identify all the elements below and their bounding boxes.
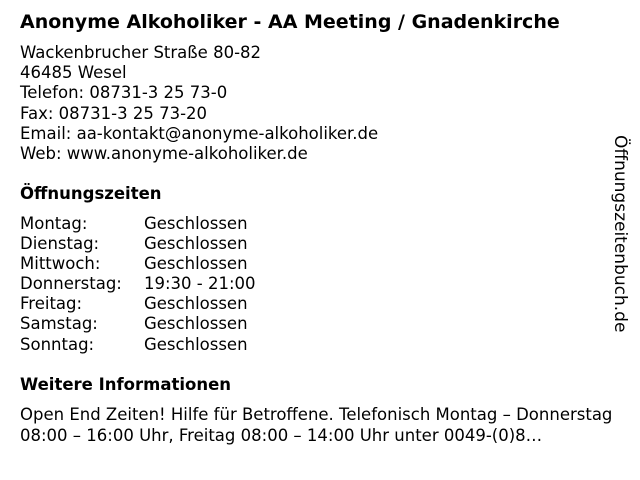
address-street: Wackenbrucher Straße 80-82 [20, 43, 262, 62]
page-title: Anonyme Alkoholiker - AA Meeting / Gnadenkirche [20, 11, 560, 33]
hours-row-friday [20, 294, 256, 314]
day-time: Geschlossen [144, 234, 248, 254]
opening-hours-table [20, 214, 256, 355]
day-label: Samstag: [20, 314, 98, 334]
day-label: Donnerstag: [20, 274, 122, 294]
hours-row-wednesday [20, 254, 256, 274]
day-time: Geschlossen [144, 334, 248, 354]
email-address[interactable]: Email: aa-kontakt@anonyme-alkoholiker.de [20, 123, 379, 143]
day-time: Geschlossen [144, 294, 248, 314]
address-city: 46485 Wesel [20, 63, 127, 83]
fax-number: Fax: 08731-3 25 73-20 [20, 103, 208, 123]
hours-row-thursday [20, 274, 256, 294]
day-time: Geschlossen [144, 314, 248, 334]
info-heading: Weitere Informationen [20, 375, 232, 394]
day-time: Geschlossen [144, 254, 248, 274]
brand-watermark: Öffnungszeitenbuch.de [610, 135, 630, 333]
website-link[interactable]: Web: www.anonyme-alkoholiker.de [20, 143, 308, 163]
hours-row-monday [20, 214, 256, 234]
hours-row-saturday [20, 314, 256, 334]
day-label: Montag: [20, 214, 88, 233]
contact-block [20, 43, 378, 164]
info-text: Open End Zeiten! Hilfe für Betroffene. Telefonisch Montag – Donnerstag 08:00 – 16:00 Uhr, Freitag 08:00 – 14:00 Uhr unter 0049-(0)8… [20, 405, 613, 445]
day-label: Mittwoch: [20, 254, 101, 274]
phone-number[interactable]: Telefon: 08731-3 25 73-0 [20, 83, 228, 103]
hours-row-sunday [20, 335, 256, 355]
day-label: Dienstag: [20, 234, 100, 254]
day-label: Freitag: [20, 294, 83, 314]
day-label: Sonntag: [20, 334, 95, 354]
day-time: Geschlossen [144, 214, 248, 233]
day-time: 19:30 - 21:00 [144, 274, 256, 294]
hours-heading: Öffnungszeiten [20, 184, 162, 203]
hours-row-tuesday [20, 234, 256, 254]
